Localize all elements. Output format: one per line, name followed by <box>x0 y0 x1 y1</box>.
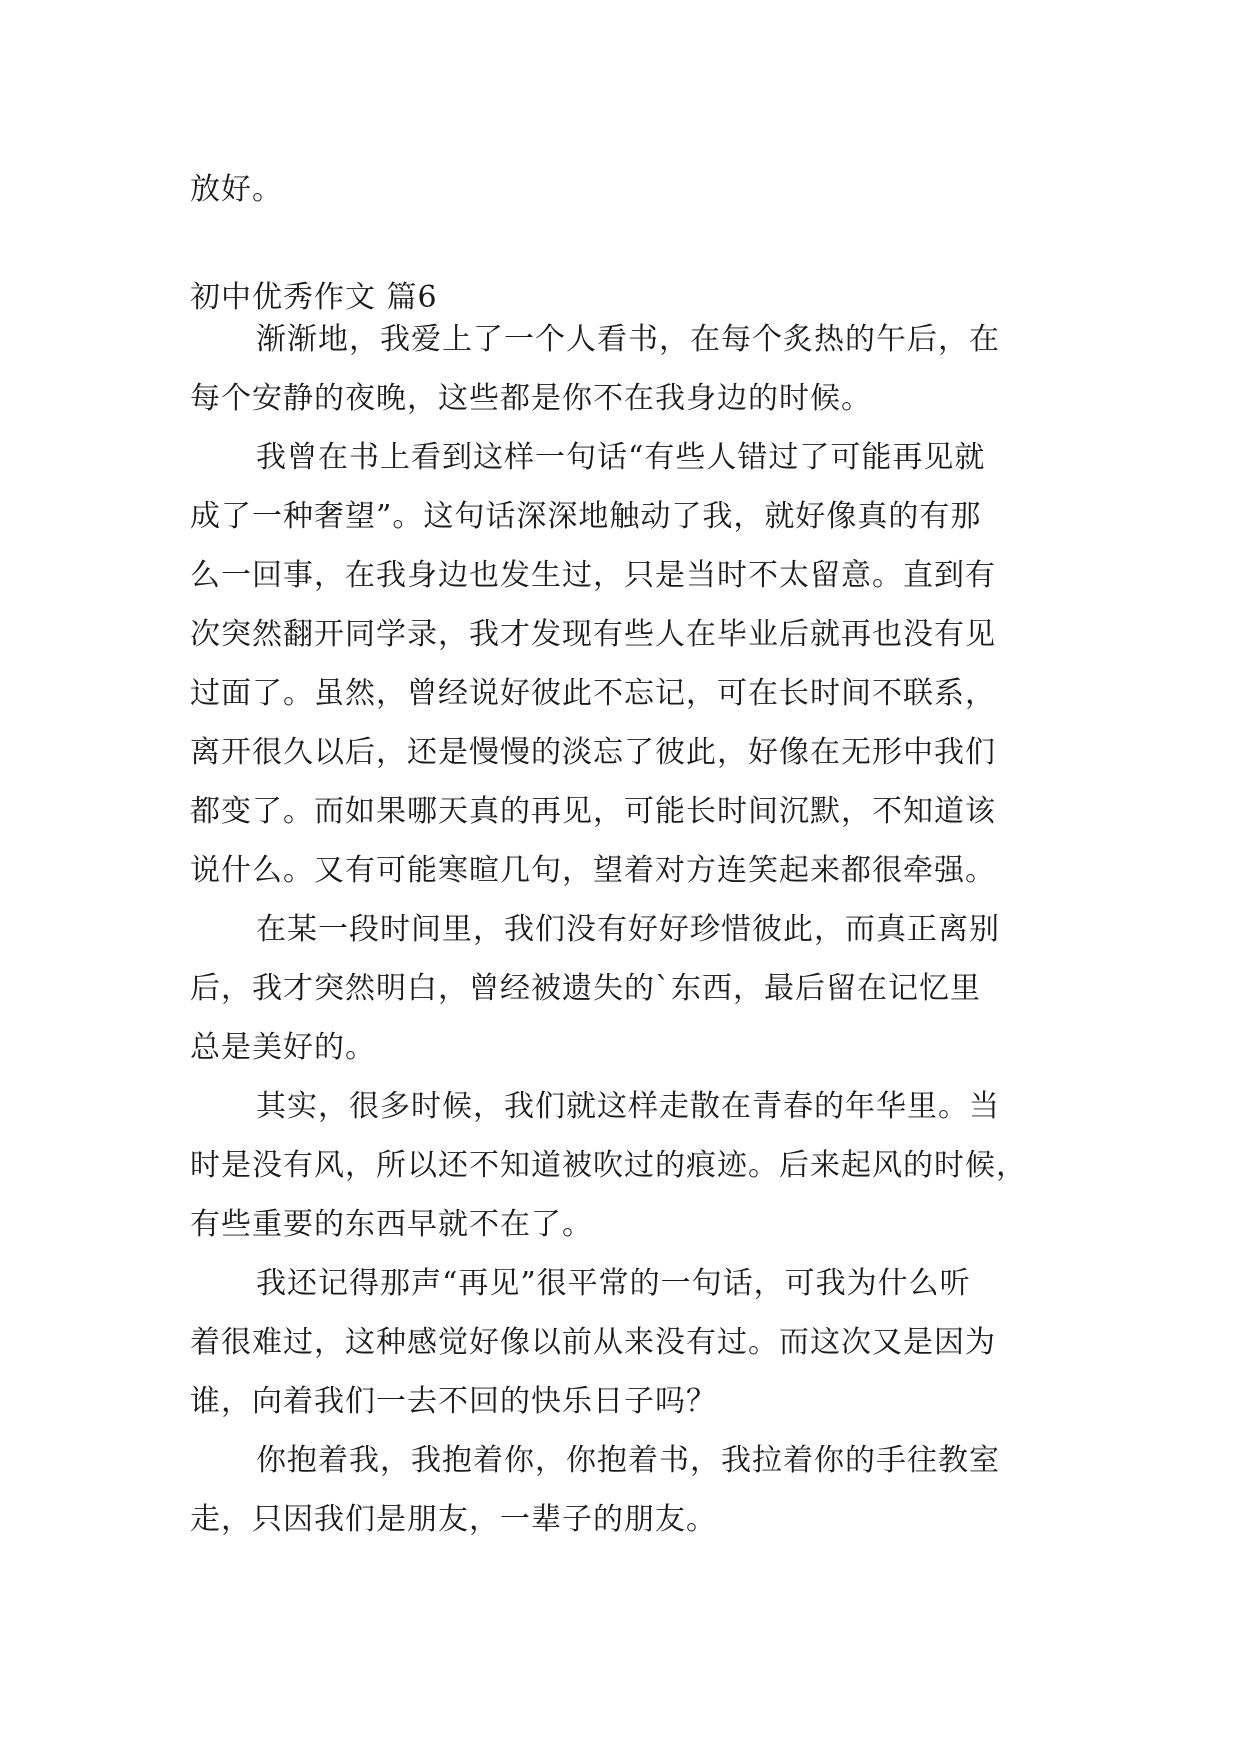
paragraph-line: 谁，向着我们一去不回的快乐日子吗？ <box>190 1384 717 1419</box>
fragment-line-text: 放好。 <box>190 172 283 207</box>
paragraph-line: 么一回事，在我身边也发生过，只是当时不太留意。直到有 <box>190 558 996 593</box>
paragraph-line: 其实，很多时候，我们就这样走散在青春的年华里。当 <box>256 1089 1000 1124</box>
paragraph <box>190 1431 1070 1549</box>
paragraph-line: 着很难过，这种感觉好像以前从来没有过。而这次又是因为 <box>190 1325 996 1360</box>
paragraph-line: 有些重要的东西早就不在了。 <box>190 1207 593 1242</box>
essay-heading: 初中优秀作文 篇6 <box>190 280 438 315</box>
paragraph-line: 次突然翻开同学录，我才发现有些人在毕业后就再也没有见 <box>190 617 996 652</box>
paragraph <box>190 310 1070 428</box>
paragraph-line: 你抱着我，我抱着你，你抱着书，我拉着你的手往教室 <box>256 1443 1000 1478</box>
paragraph-line: 在某一段时间里，我们没有好好珍惜彼此，而真正离别 <box>256 912 1000 947</box>
paragraph-line: 过面了。虽然，曾经说好彼此不忘记，可在长时间不联系， <box>190 676 996 711</box>
paragraph-line: 离开很久以后，还是慢慢的淡忘了彼此，好像在无形中我们 <box>190 735 996 770</box>
paragraph-line: 总是美好的。 <box>190 1030 376 1065</box>
paragraph-line: 我还记得那声“再见”很平常的一句话，可我为什么听 <box>256 1266 971 1301</box>
paragraph-line: 成了一种奢望”。这句话深深地触动了我，就好像真的有那 <box>190 499 982 534</box>
paragraph-line: 走，只因我们是朋友，一辈子的朋友。 <box>190 1502 717 1537</box>
paragraph <box>190 900 1070 1077</box>
paragraph-line: 时是没有风，所以还不知道被吹过的痕迹。后来起风的时候， <box>190 1148 1027 1183</box>
paragraph-line: 后，我才突然明白，曾经被遗失的`东西，最后留在记忆里 <box>190 971 981 1006</box>
paragraph-line: 都变了。而如果哪天真的再见，可能长时间沉默，不知道该 <box>190 794 996 829</box>
paragraph <box>190 1077 1070 1254</box>
paragraph-line: 说什么。又有可能寒暄几句，望着对方连笑起来都很牵强。 <box>190 853 996 888</box>
paragraph <box>190 428 1070 900</box>
paragraph-line: 我曾在书上看到这样一句话“有些人错过了可能再见就 <box>256 440 986 475</box>
fragment-line <box>190 160 1070 219</box>
paragraph-line: 每个安静的夜晚，这些都是你不在我身边的时候。 <box>190 381 872 416</box>
paragraph-line: 渐渐地，我爱上了一个人看书，在每个炙热的午后，在 <box>256 322 1000 357</box>
paragraph <box>190 1254 1070 1431</box>
